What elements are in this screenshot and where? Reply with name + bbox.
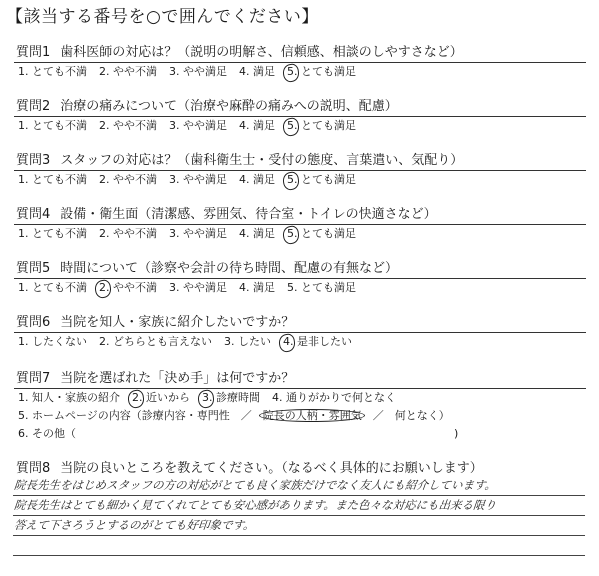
question-number: 質問7	[16, 371, 51, 386]
answer-option-4[interactable]: 4. 満足	[239, 227, 275, 240]
question-text: 当院を知人・家族に紹介したいですか？	[60, 315, 295, 330]
handwriting-line	[13, 536, 587, 556]
option-5-text-c: ／ 何となく）	[361, 409, 450, 422]
answer-option-3[interactable]: 3. やや満足	[169, 65, 227, 78]
options-row	[14, 333, 586, 351]
handwriting-line: 院長先生をはじめスタッフの方の対応がとても良く家族だけでなく友人にも紹介しています。	[13, 476, 587, 496]
answer-option-3[interactable]: 3. やや満足	[169, 173, 227, 186]
answer-option-2[interactable]: 2. やや不満	[99, 227, 157, 240]
question-7	[14, 370, 586, 443]
handwriting-line: 院長先生はとても細かく見てくれてとても安心感があります。また色々な対応にも出来る限り	[13, 496, 587, 516]
q7-answer-option-3[interactable]: 3. 診療時間	[202, 389, 260, 407]
answer-option-2[interactable]: 2. どちらとも言えない	[99, 335, 212, 348]
option-5-selected-text: 院長の人柄・雰囲気	[262, 409, 362, 422]
question-title	[14, 314, 586, 333]
answer-option-2[interactable]: 2. やや不満	[99, 173, 157, 186]
option-5-text-a: 5. ホームページの内容（診療内容・専門性 ／	[18, 409, 263, 422]
question-number: 質問5	[16, 261, 51, 276]
question-6	[14, 314, 586, 351]
question-3	[14, 152, 586, 189]
q7-option-5[interactable]	[14, 407, 586, 425]
answer-option-5[interactable]: 5. とても満足	[287, 117, 356, 135]
options-row	[14, 225, 586, 243]
answer-option-3[interactable]: 3. やや満足	[169, 119, 227, 132]
instruction-header: 【該当する番号を○で囲んでください】	[6, 7, 319, 27]
question-text: 歯科医師の対応は？（説明の明解さ、信頼感、相談のしやすさなど）	[60, 45, 463, 60]
question-number: 質問3	[16, 153, 51, 168]
answer-option-2[interactable]: 2. やや不満	[99, 65, 157, 78]
question-number: 質問2	[16, 99, 51, 114]
question-title	[14, 370, 586, 389]
question-number: 質問8	[16, 461, 51, 476]
question-text: 当院を選ばれた「決め手」は何ですか？	[60, 371, 295, 386]
options-row	[14, 117, 586, 135]
answer-option-2[interactable]: 2. やや不満	[99, 119, 157, 132]
question-2	[14, 98, 586, 135]
q7-answer-option-1[interactable]: 1. 知人・家族の紹介	[18, 391, 120, 404]
handwriting-line: 答えて下さろうとするのがとても好印象です。	[13, 516, 587, 536]
question-text: 設備・衛生面（清潔感、雰囲気、待合室・トイレの快適さなど）	[60, 207, 437, 222]
answer-option-1[interactable]: 1. とても不満	[18, 227, 87, 240]
question-number: 質問6	[16, 315, 51, 330]
answer-option-1[interactable]: 1. とても不満	[18, 173, 87, 186]
question-number: 質問1	[16, 45, 51, 60]
answer-option-1[interactable]: 1. したくない	[18, 335, 87, 348]
question-4	[14, 206, 586, 243]
options-row	[14, 171, 586, 189]
answer-option-5[interactable]: 5. とても満足	[287, 281, 356, 294]
option-6-close: )	[454, 427, 459, 440]
answer-option-4[interactable]: 4. 満足	[239, 119, 275, 132]
answer-option-3[interactable]: 3. したい	[224, 335, 271, 348]
answer-option-2[interactable]: 2. やや不満	[99, 279, 157, 297]
question-number: 質問4	[16, 207, 51, 222]
q7-option-6[interactable]	[14, 425, 586, 443]
answer-option-5[interactable]: 5. とても満足	[287, 171, 356, 189]
question-title	[14, 260, 586, 279]
options-row	[14, 279, 586, 297]
answer-option-4[interactable]: 4. 満足	[239, 173, 275, 186]
question-text: 時間について（診察や会計の待ち時間、配慮の有無など）	[60, 261, 399, 276]
answer-option-3[interactable]: 3. やや満足	[169, 281, 227, 294]
answer-option-5[interactable]: 5. とても満足	[287, 225, 356, 243]
question-5	[14, 260, 586, 297]
answer-option-4[interactable]: 4. 満足	[239, 281, 275, 294]
answer-option-1[interactable]: 1. とても不満	[18, 281, 87, 294]
q7-answer-option-2[interactable]: 2. 近いから	[132, 389, 190, 407]
answer-option-4[interactable]: 4. 是非したい	[283, 333, 352, 351]
answer-option-4[interactable]: 4. 満足	[239, 65, 275, 78]
question-title	[14, 98, 586, 117]
question-title	[14, 206, 586, 225]
question-title	[14, 44, 586, 63]
answer-option-5[interactable]: 5. とても満足	[287, 63, 356, 81]
answer-option-1[interactable]: 1. とても不満	[18, 65, 87, 78]
question-1	[14, 44, 586, 81]
answer-option-1[interactable]: 1. とても不満	[18, 119, 87, 132]
option-6-text: 6. その他（	[18, 427, 76, 440]
options-row	[14, 63, 586, 81]
question-text: 当院の良いところを教えてください。（なるべく具体的にお願いします）	[60, 461, 483, 476]
answer-option-3[interactable]: 3. やや満足	[169, 227, 227, 240]
q7-answer-option-4[interactable]: 4. 通りがかりで何となく	[272, 391, 396, 404]
free-answer-area[interactable]	[14, 476, 586, 556]
question-text: 治療の痛みについて（治療や麻酔の痛みへの説明、配慮）	[60, 99, 398, 114]
question-title	[14, 152, 586, 171]
q7-options-row1	[14, 389, 586, 407]
question-text: スタッフの対応は？（歯科衛生士・受付の態度、言葉遣い、気配り）	[60, 153, 464, 168]
